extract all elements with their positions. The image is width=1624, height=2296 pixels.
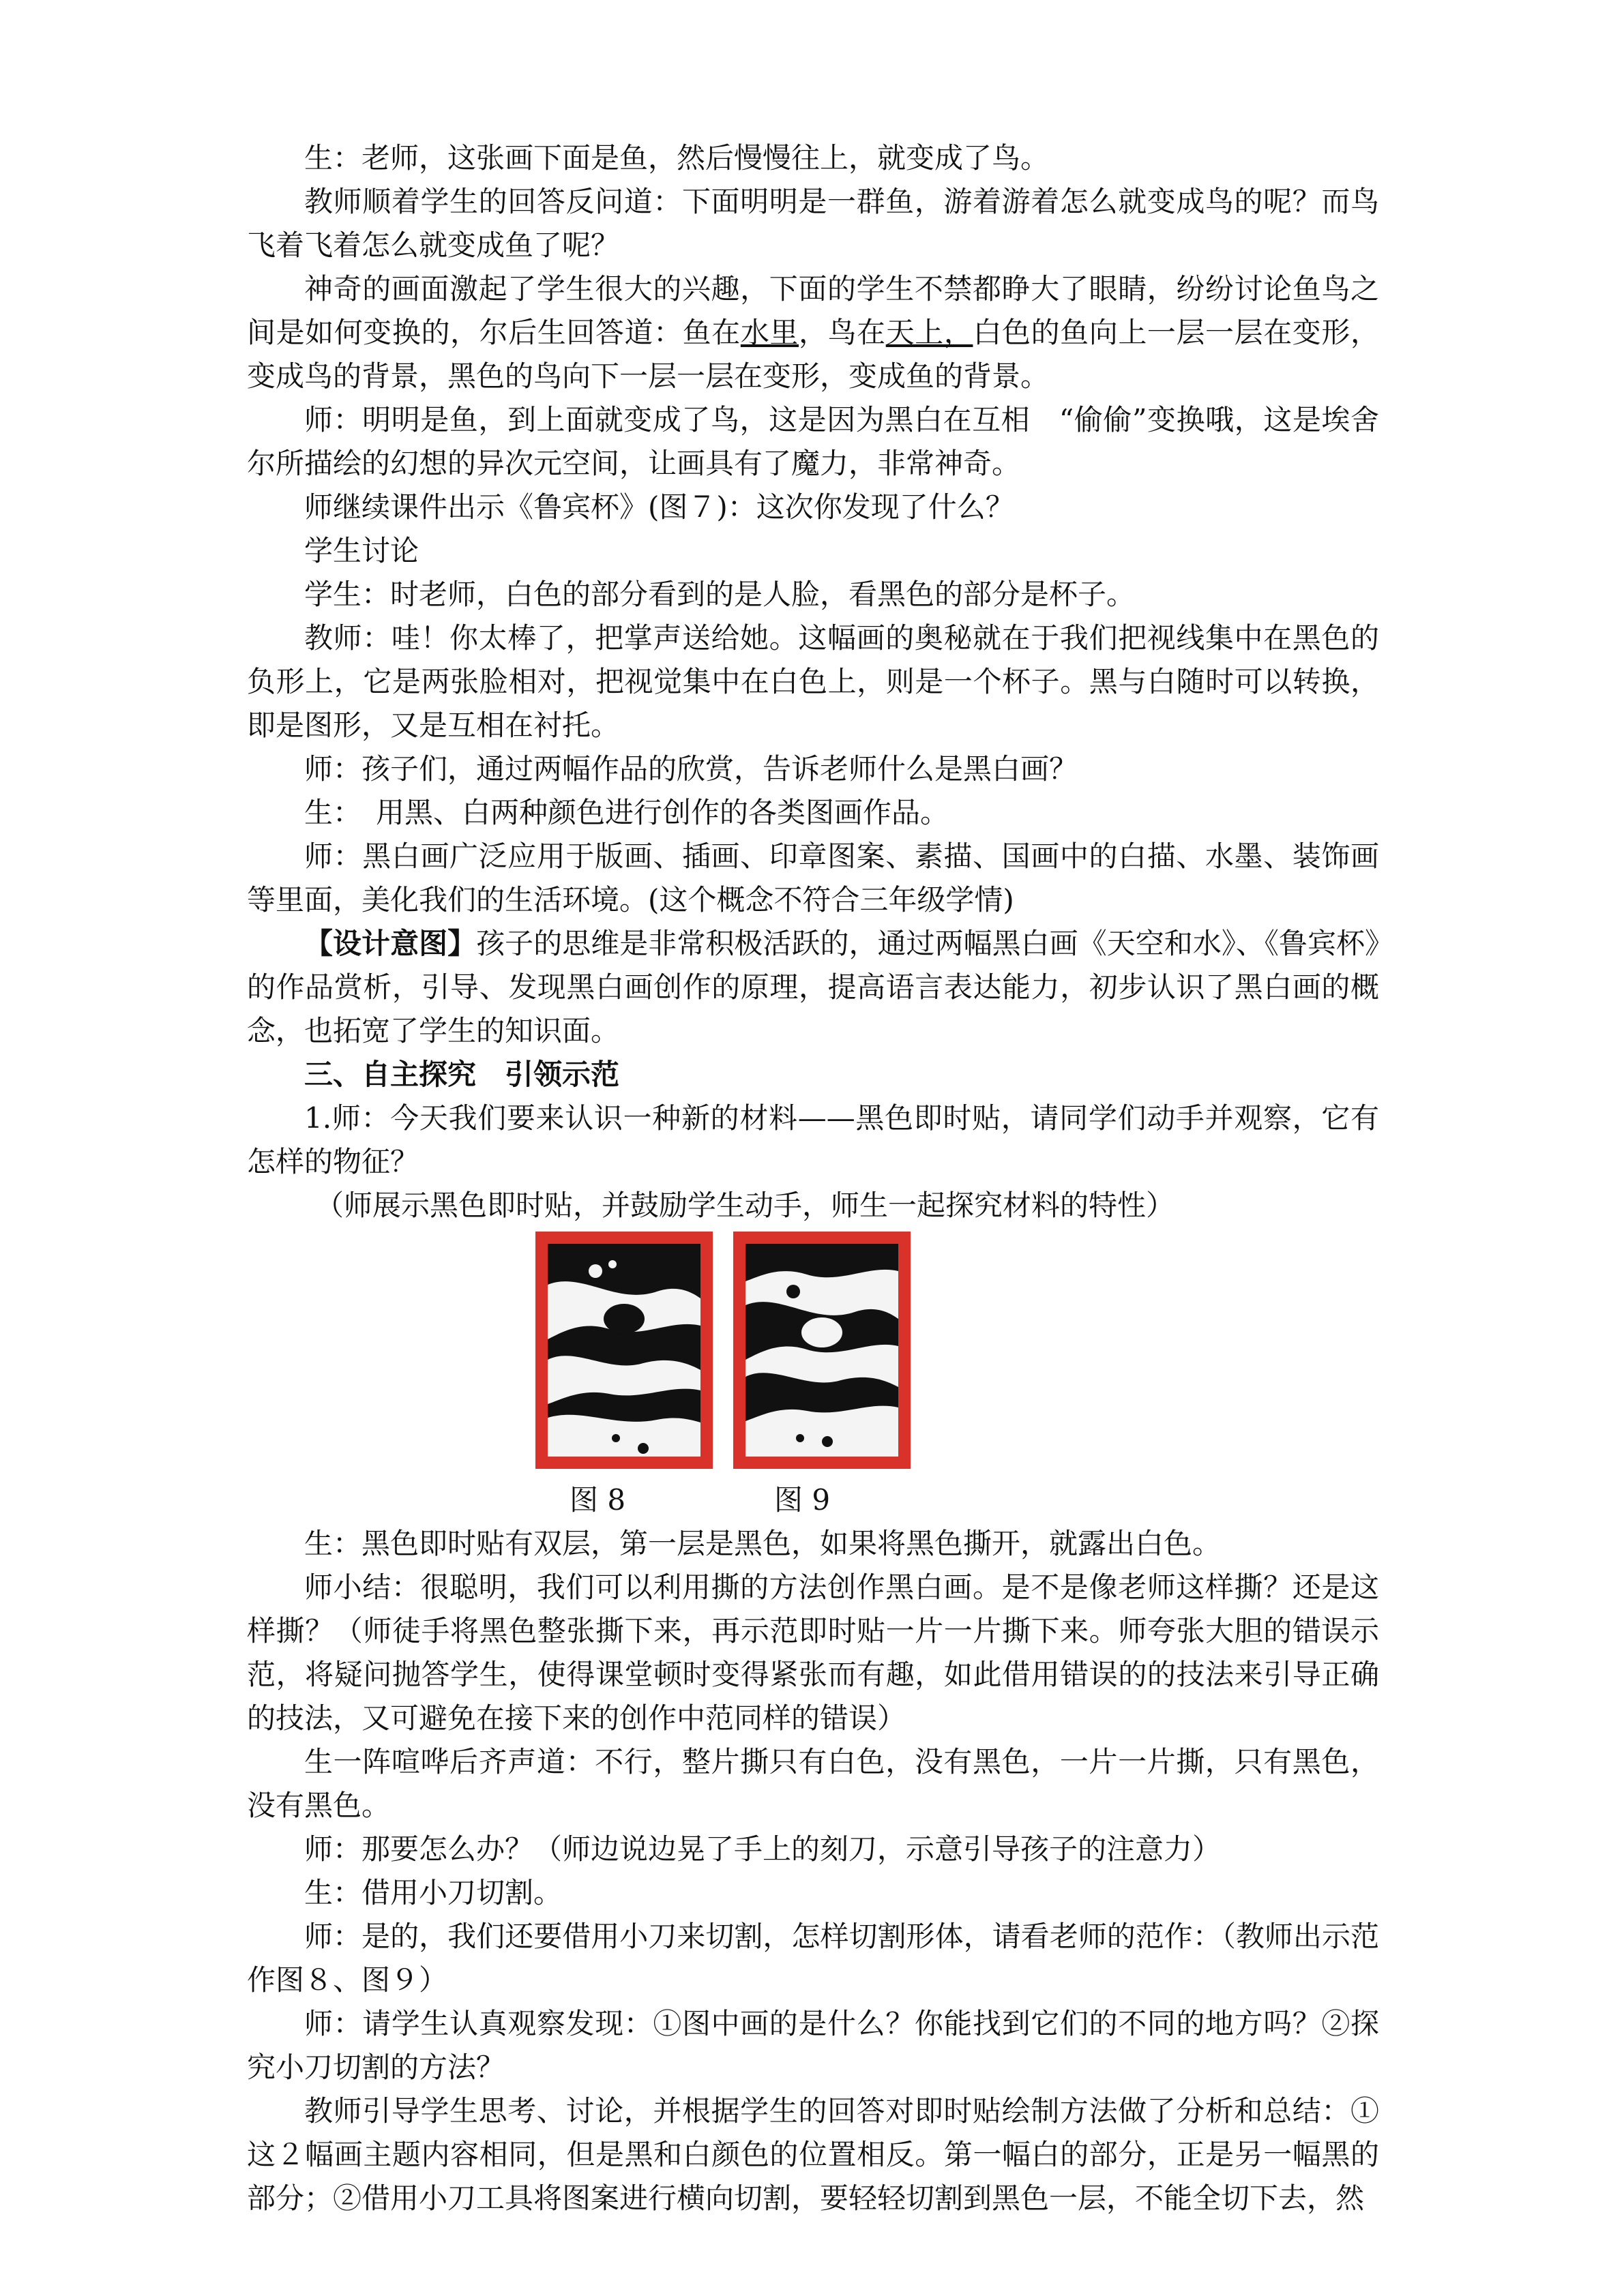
paragraph: 1.师：今天我们要来认识一种新的材料——黑色即时贴，请同学们动手并观察，它有怎样的物征？ bbox=[247, 1101, 1379, 1178]
text-run: 白色的鱼向上一层一层在变形，变成鸟的背景，黑色的鸟向下一层一层在变形，变成鱼的背景。 bbox=[247, 316, 1379, 393]
paragraph: 师：明明是鱼，到上面就变成了鸟，这是因为黑白在互相 “偷偷”变换哦，这是埃舍尔所描绘的幻想的异次元空间，让画具有了魔力，非常神奇。 bbox=[247, 403, 1379, 480]
paragraph: 生：老师，这张画下面是鱼，然后慢慢往上，就变成了鸟。 bbox=[304, 141, 1050, 175]
document-bottom-text bbox=[247, 1522, 1379, 2220]
paragraph bbox=[247, 267, 1379, 398]
underlined-text: 水里 bbox=[740, 316, 799, 349]
paragraph: 生一阵喧哗后齐声道：不行，整片撕只有白色，没有黑色，一片一片撕，只有黑色，没有黑色。 bbox=[247, 1745, 1379, 1822]
figure-8 bbox=[535, 1232, 713, 1469]
caption-figure-8: 图 8 bbox=[570, 1483, 626, 1517]
paragraph: （师展示黑色即时贴，并鼓励学生动手，师生一起探究材料的特性） bbox=[315, 1189, 1175, 1222]
text-run: 孩子的思维是非常积极活跃的，通过两幅黑白画《天空和水》、《鲁宾杯》的作品赏析，引导、发现黑白画创作的原理，提高语言表达能力，初步认识了黑白画的概念，也拓宽了学生的知识面。 bbox=[247, 927, 1379, 1047]
paragraph: 生：借用小刀切割。 bbox=[304, 1876, 563, 1909]
document-top-text bbox=[247, 136, 1379, 1227]
text-run: ，鸟在 bbox=[798, 316, 886, 349]
paragraph bbox=[247, 922, 1379, 1053]
underlined-text: 天上， bbox=[885, 316, 973, 349]
paragraph: 师：请学生认真观察发现：①图中画的是什么？你能找到它们的不同的地方吗？②探究小刀切割的方法？ bbox=[247, 2007, 1379, 2084]
section-heading: 三、自主探究 引领示范 bbox=[304, 1058, 620, 1091]
paragraph: 生： 用黑、白两种颜色进行创作的各类图画作品。 bbox=[304, 796, 949, 829]
paragraph: 师：黑白画广泛应用于版画、插画、印章图案、素描、国画中的白描、水墨、装饰画等里面，美化我们的生活环境。(这个概念不符合三年级学情) bbox=[247, 839, 1379, 916]
paragraph: 教师顺着学生的回答反问道：下面明明是一群鱼，游着游着怎么就变成鸟的呢？而鸟飞着飞着怎么就变成鱼了呢？ bbox=[247, 185, 1379, 262]
paragraph: 教师：哇！你太棒了，把掌声送给她。这幅画的奥秘就在于我们把视线集中在黑色的负形上，它是两张脸相对，把视觉集中在白色上，则是一个杯子。黑与白随时可以转换，即是图形，又是互相在衬托。 bbox=[247, 621, 1379, 742]
black-white-fish-art-image bbox=[548, 1244, 700, 1457]
figure-pair bbox=[535, 1232, 931, 1470]
caption-figure-9: 图 9 bbox=[774, 1483, 831, 1517]
paragraph: 学生讨论 bbox=[304, 534, 419, 567]
paragraph: 生：黑色即时贴有双层，第一层是黑色，如果将黑色撕开，就露出白色。 bbox=[304, 1527, 1222, 1560]
paragraph: 教师引导学生思考、讨论，并根据学生的回答对即时贴绘制方法做了分析和总结：①这２幅画主题内容相同，但是黑和白颜色的位置相反。第一幅白的部分，正是另一幅黑的部分；②借用小刀工具将图案进行横向切割，要轻轻切割到黑色一层，不能全切下去，然 bbox=[247, 2094, 1379, 2215]
paragraph: 师：那要怎么办？（师边说边晃了手上的刻刀，示意引导孩子的注意力） bbox=[304, 1832, 1222, 1866]
paragraph: 师：孩子们，通过两幅作品的欣赏，告诉老师什么是黑白画？ bbox=[304, 752, 1078, 786]
paragraph: 师：是的，我们还要借用小刀来切割，怎样切割形体，请看老师的范作：（教师出示范作图８、图９） bbox=[247, 1920, 1379, 1997]
white-black-fish-art-image bbox=[745, 1244, 898, 1457]
paragraph: 师继续课件出示《鲁宾杯》(图７)：这次你发现了什么？ bbox=[304, 490, 1014, 524]
paragraph: 师小结：很聪明，我们可以利用撕的方法创作黑白画。是不是像老师这样撕？还是这样撕？（师徒手将黑色整张撕下来，再示范即时贴一片一片撕下来。师夸张大胆的错误示范，将疑问抛答学生，使得课堂顿时变得紧张而有趣，如此借用错误的的技法来引导正确的技法，又可避免在接下来的创作中范同样的错误） bbox=[247, 1570, 1379, 1735]
figure-9 bbox=[733, 1232, 911, 1469]
text-run: 神奇的画面激起了学生很大的兴趣，下面的学生不禁都睁大了眼睛，纷纷讨论鱼鸟之间是如何变换的，尔后生回答道：鱼在 bbox=[247, 272, 1379, 349]
paragraph: 学生：时老师，白色的部分看到的是人脸，看黑色的部分是杯子。 bbox=[304, 578, 1136, 611]
design-intent-label: 【设计意图】 bbox=[304, 927, 477, 960]
